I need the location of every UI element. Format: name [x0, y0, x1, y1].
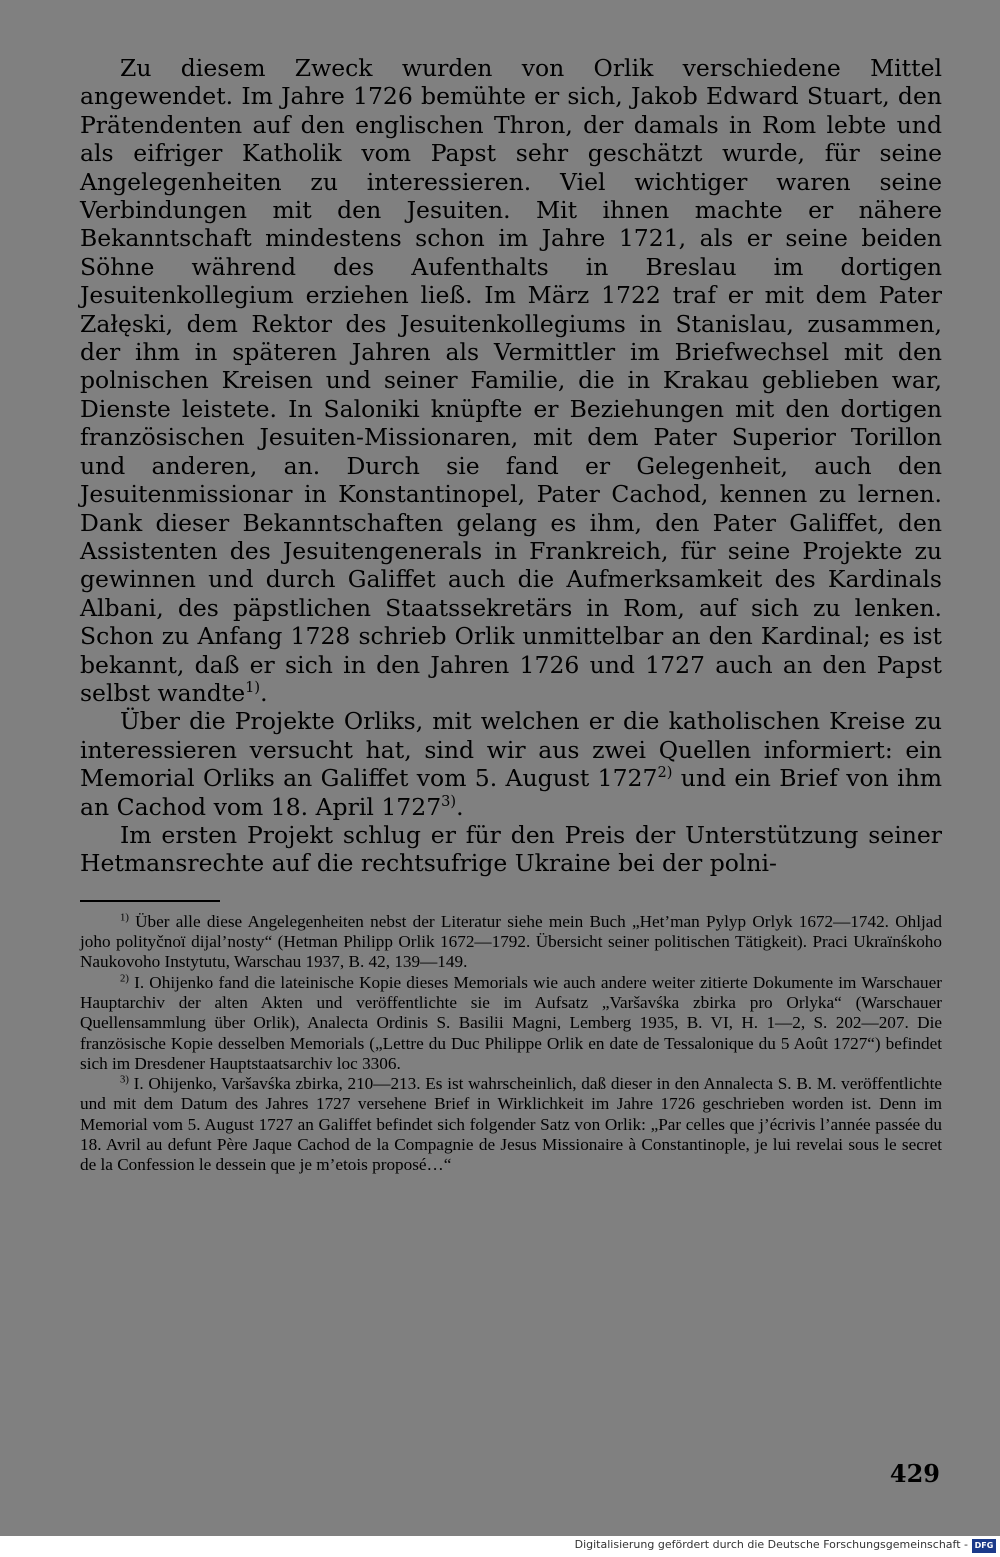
footnote-divider	[80, 900, 220, 902]
footnote-2-text: I. Ohijenko fand die lateinische Kopie dieses Memorials wie auch andere weiter zitierte Dokumente im Warschauer Hauptarchiv der alten Akten und veröffentlichte sie im Aufsatz „Varšavśka zbirka pro Orlyka“ (Warschauer Quellensammlung über Orlik), Analecta Ordinis S. Basilii Magni, Lemberg 1935, B. VI, H. 1—2, S. 202—207. Die französische Kopie desselben Memorials („Lettre du Duc Philippe Orlik en date de Tessalonique du 5 Août 1727“) befindet sich im Dresdener Hauptstaatsarchiv loc 3306.	[80, 972, 942, 1073]
footnote-3-text: I. Ohijenko, Varšavśka zbirka, 210—213. Es ist wahrscheinlich, daß dieser in den Annalecta S. B. M. veröffentlichte und mit dem Datum des Jahres 1727 versehene Brief in Wirklichkeit im Jahre 1726 geschrieben worden ist. Denn im Memorial vom 5. August 1727 an Galiffet befindet sich folgender Satz von Orlik: „Par celles que j’écrivis l’année passée du 18. Avril au defunt Père Jaque Cachod de la Compagnie de Jesus Missionaire à Constantinople, je lui revelai sous le secret de la Confession le dessein que je m’etois proposé…“	[80, 1074, 942, 1175]
footnote-1-mark: 1)	[120, 912, 129, 924]
footnote-3	[80, 1074, 942, 1175]
footnote-ref-3: 3)	[441, 792, 457, 810]
footnote-1-text: Über alle diese Angelegenheiten nebst der Literatur siehe mein Buch „Het’man Pylyp Orlyk 1672—1742. Ohljad joho polityčnoï dijal’nosty“ (Hetman Philipp Orlik 1672—1792. Übersicht seiner politischen Tätigkeit). Praci Ukraïnśkoho Naukovoho Instytutu, Warschau 1937, B. 42, 139—149.	[80, 911, 942, 972]
body-paragraph-2	[80, 707, 942, 821]
footer-credit-text: Digitalisierung gefördert durch die Deutsche Forschungsgemeinschaft -	[574, 1538, 968, 1551]
footnote-ref-2: 2)	[657, 764, 673, 782]
body-paragraph-3	[80, 821, 942, 878]
footnote-1	[80, 912, 942, 973]
paragraph-2-text: Über die Projekte Orliks, mit welchen er die katholischen Kreise zu interessieren versucht hat, sind wir aus zwei Quellen informiert: ein Memorial Orliks an Galiffet vom 5. August 1727	[80, 707, 942, 793]
page-number: 429	[889, 1459, 940, 1488]
page-content	[80, 54, 942, 1176]
paragraph-1-text: Zu diesem Zweck wurden von Orlik verschiedene Mittel angewendet. Im Jahre 1726 bemühte er sich, Jakob Edward Stuart, den Prätendenten auf den englischen Thron, der damals in Rom lebte und als eifriger Katholik vom Papst sehr geschätzt wurde, für seine Angelegenheiten zu interessieren. Viel wichtiger waren seine Verbindungen mit den Jesuiten. Mit ihnen machte er nähere Bekanntschaft mindestens schon im Jahre 1721, als er seine beiden Söhne während des Aufenthalts in Breslau im dortigen Jesuitenkollegium erziehen ließ. Im März 1722 traf er mit dem Pater Załęski, dem Rektor des Jesuitenkollegiums in Stanislau, zusammen, der ihm in späteren Jahren als Vermittler im Briefwechsel mit den polnischen Kreisen und seiner Familie, die in Krakau geblieben war, Dienste leistete. In Saloniki knüpfte er Beziehungen mit den dortigen französischen Jesuiten-Missionaren, mit dem Pater Superior Torillon und anderen, an. Durch sie fand er Gelegenheit, auch den Jesuitenmissionar in Konstantinopel, Pater Cachod, kennen zu lernen. Dank dieser Bekanntschaften gelang es ihm, den Pater Galiffet, den Assistenten des Jesuitengenerals in Frankreich, für seine Projekte zu gewinnen und durch Galiffet auch die Aufmerksamkeit des Kardinals Albani, des päpstlichen Staatssekretärs in Rom, auf sich zu lenken. Schon zu Anfang 1728 schrieb Orlik unmittelbar an den Kardinal; es ist bekannt, daß er sich in den Jahren 1726 und 1727 auch an den Papst selbst wandte	[80, 54, 942, 707]
body-paragraph-1	[80, 54, 942, 707]
footnote-2	[80, 973, 942, 1074]
footnote-3-mark: 3)	[120, 1074, 129, 1086]
footnote-2-mark: 2)	[120, 972, 129, 984]
paragraph-2-end: .	[456, 792, 464, 821]
footer-bar	[0, 1536, 1000, 1557]
dfg-logo-icon: DFG	[972, 1539, 996, 1553]
paragraph-3-text: Im ersten Projekt schlug er für den Preis der Unterstützung seiner Hetmansrechte auf die rechtsufrige Ukraine bei der polni-	[80, 820, 942, 878]
footnote-ref-1: 1)	[245, 679, 261, 697]
paragraph-1-end: .	[260, 678, 268, 707]
paragraph-2-mid: und ein Brief von ihm an Cachod vom 18. April 1727	[80, 764, 942, 821]
